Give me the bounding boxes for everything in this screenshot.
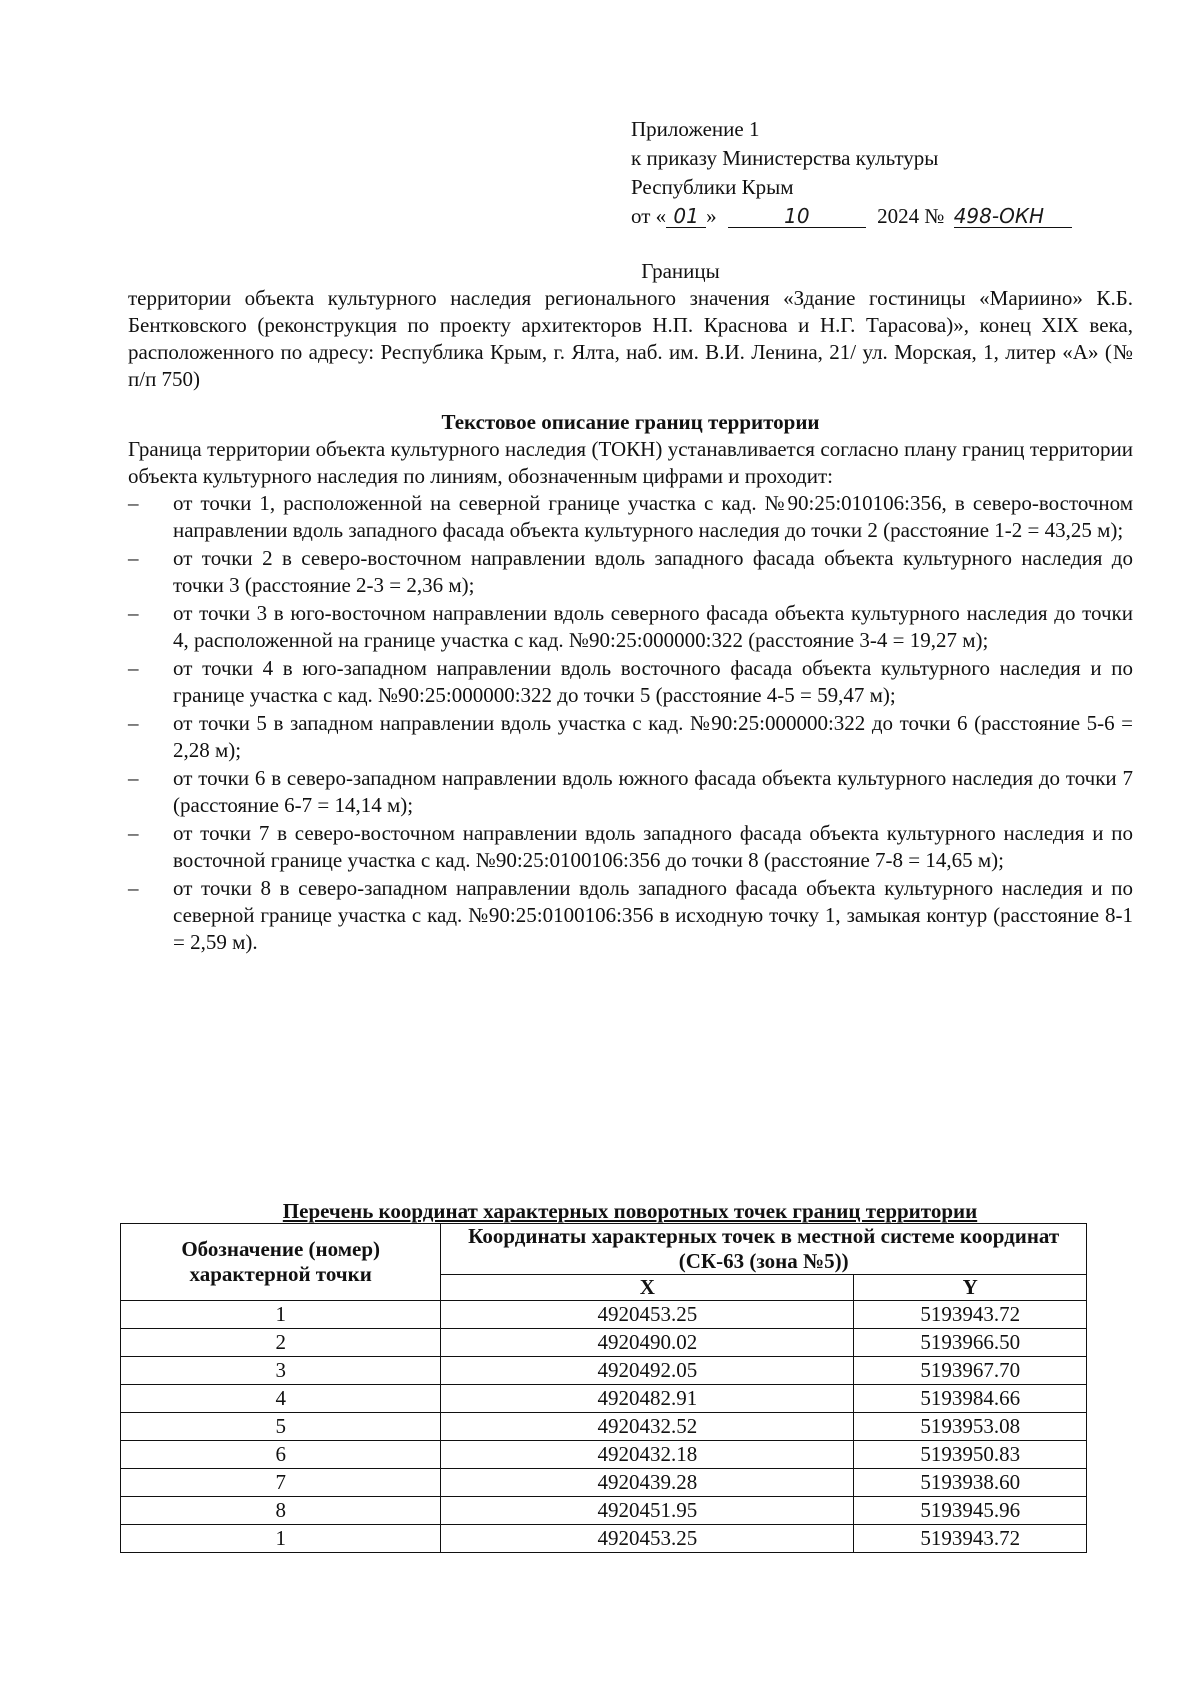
list-dash: – (128, 546, 139, 570)
y-header: Y (854, 1275, 1087, 1301)
x-cell: 4920451.95 (441, 1497, 854, 1525)
table-row (121, 1413, 1087, 1441)
list-item-text: от точки 8 в северо-западном направлении вдоль западного фасада объекта культурного наследия и по северной границе участка с кад. №90:25:0100106:356 в исходную точку 1, замыкая контур (расстояние 8-1 = 2,59 м). (173, 876, 1133, 954)
appendix-number: Приложение 1 (631, 117, 760, 141)
appendix-header (631, 115, 1151, 231)
point-number-cell: 4 (121, 1385, 441, 1413)
date-day: 01 (666, 205, 706, 228)
point-number-cell: 2 (121, 1329, 441, 1357)
x-header: X (441, 1275, 854, 1301)
table-header-row (121, 1224, 1087, 1275)
table-row (121, 1469, 1087, 1497)
y-cell: 5193966.50 (854, 1329, 1087, 1357)
document-title: Границы (641, 259, 720, 283)
x-cell: 4920432.52 (441, 1413, 854, 1441)
y-cell: 5193943.72 (854, 1525, 1087, 1553)
list-dash: – (128, 601, 139, 625)
list-dash: – (128, 711, 139, 735)
point-number-cell: 5 (121, 1413, 441, 1441)
list-item-text: от точки 2 в северо-восточном направлении вдоль западного фасада объекта культурного наследия до точки 3 (расстояние 2-3 = 2,36 м); (173, 546, 1133, 597)
date-mid: » (706, 204, 717, 228)
table-row (121, 1301, 1087, 1329)
list-item (128, 545, 1133, 599)
appendix-order-ref: к приказу Министерства культуры (631, 146, 939, 170)
point-number-cell: 1 (121, 1525, 441, 1553)
y-cell: 5193967.70 (854, 1357, 1087, 1385)
point-number-cell: 7 (121, 1469, 441, 1497)
boundary-description-list (128, 490, 1133, 956)
list-item (128, 820, 1133, 874)
coordinates-header: Координаты характерных точек в местной системе координат (СК-63 (зона №5)) (441, 1224, 1087, 1275)
y-cell: 5193943.72 (854, 1301, 1087, 1329)
list-item-text: от точки 6 в северо-западном направлении вдоль южного фасада объекта культурного наследия до точки 7 (расстояние 6-7 = 14,14 м); (173, 766, 1133, 817)
list-item (128, 600, 1133, 654)
table-row (121, 1329, 1087, 1357)
x-cell: 4920482.91 (441, 1385, 854, 1413)
date-prefix: от « (631, 204, 667, 228)
order-number: 498-ОКН (954, 205, 1072, 228)
x-cell: 4920492.05 (441, 1357, 854, 1385)
x-cell: 4920453.25 (441, 1525, 854, 1553)
date-year-no: 2024 № (877, 204, 945, 228)
appendix-republic: Республики Крым (631, 175, 794, 199)
section-heading: Текстовое описание границ территории (441, 410, 820, 434)
list-item-text: от точки 3 в юго-восточном направлении вдоль северного фасада объекта культурного наследия до точки 4, расположенной на границе участка с кад. №90:25:000000:322 (расстояние 3-4 = 19,27 м); (173, 601, 1133, 652)
list-item (128, 655, 1133, 709)
date-month: 10 (728, 205, 866, 228)
y-cell: 5193938.60 (854, 1469, 1087, 1497)
list-item-text: от точки 5 в западном направлении вдоль участка с кад. №90:25:000000:322 до точки 6 (расстояние 5-6 = 2,28 м); (173, 711, 1133, 762)
table-row (121, 1357, 1087, 1385)
table-row (121, 1385, 1087, 1413)
list-dash: – (128, 656, 139, 680)
list-item-text: от точки 4 в юго-западном направлении вдоль восточного фасада объекта культурного наследия и по границе участка с кад. №90:25:000000:322 до точки 5 (расстояние 4-5 = 59,47 м); (173, 656, 1133, 707)
coordinates-table (120, 1223, 1087, 1553)
point-number-cell: 1 (121, 1301, 441, 1329)
point-number-cell: 3 (121, 1357, 441, 1385)
coordinates-table-title: Перечень координат характерных поворотных точек границ территории (282, 1199, 978, 1223)
order-date-line (631, 202, 1151, 231)
y-cell: 5193953.08 (854, 1413, 1087, 1441)
point-number-cell: 8 (121, 1497, 441, 1525)
y-cell: 5193945.96 (854, 1497, 1087, 1525)
list-item (128, 875, 1133, 956)
list-dash: – (128, 876, 139, 900)
list-item-text: от точки 1, расположенной на северной границе участка с кад. №90:25:010106:356, в северо-восточном направлении вдоль западного фасада объекта культурного наследия до точки 2 (расстояние 1-2 = 43,25 м); (173, 491, 1133, 542)
x-cell: 4920439.28 (441, 1469, 854, 1497)
x-cell: 4920432.18 (441, 1441, 854, 1469)
list-item (128, 765, 1133, 819)
y-cell: 5193950.83 (854, 1441, 1087, 1469)
list-item (128, 710, 1133, 764)
document-subtitle: территории объекта культурного наследия регионального значения «Здание гостиницы «Мариино» К.Б. Бентковского (реконструкция по проекту архитекторов Н.П. Краснова и Н.Г. Тарасова)», конец XIX века, расположенного по адресу: Республика Крым, г. Ялта, наб. им. В.И. Ленина, 21/ ул. Морская, 1, литер «А» (№ п/п 750) (128, 286, 1133, 391)
list-item (128, 490, 1133, 544)
list-dash: – (128, 821, 139, 845)
list-dash: – (128, 491, 139, 515)
document-body (128, 258, 1133, 957)
point-number-header: Обозначение (номер) характерной точки (121, 1224, 441, 1301)
table-row (121, 1497, 1087, 1525)
y-cell: 5193984.66 (854, 1385, 1087, 1413)
table-row (121, 1525, 1087, 1553)
list-dash: – (128, 766, 139, 790)
x-cell: 4920453.25 (441, 1301, 854, 1329)
intro-paragraph: Граница территории объекта культурного наследия (ТОКН) устанавливается согласно плану границ территории объекта культурного наследия по линиям, обозначенным цифрами и проходит: (128, 437, 1133, 488)
point-number-cell: 6 (121, 1441, 441, 1469)
table-row (121, 1441, 1087, 1469)
x-cell: 4920490.02 (441, 1329, 854, 1357)
list-item-text: от точки 7 в северо-восточном направлении вдоль западного фасада объекта культурного наследия и по восточной границе участка с кад. №90:25:0100106:356 до точки 8 (расстояние 7-8 = 14,65 м); (173, 821, 1133, 872)
